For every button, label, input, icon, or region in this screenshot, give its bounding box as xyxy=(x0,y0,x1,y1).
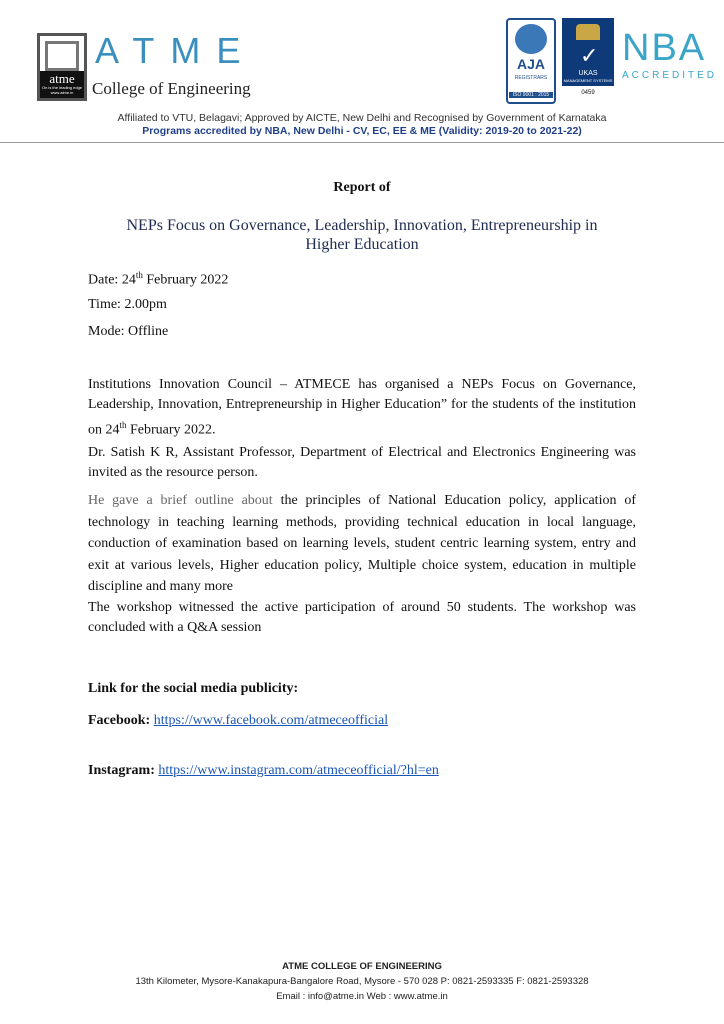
paragraph-intro-b: February 2022. xyxy=(126,422,216,438)
college-name: College of Engineering xyxy=(92,79,251,98)
paragraph-intro-a: Institutions Innovation Council – ATMECE has organised a NEPs Focus on Governance, Leadership, Innovation, Entrepreneurship in Higher Education” for the students of the institution on 24 xyxy=(88,377,636,438)
header-divider xyxy=(0,142,724,143)
paragraph-outline xyxy=(88,490,636,598)
event-date-sup: th xyxy=(135,270,143,280)
footer-address: 13th Kilometer, Mysore-Kanakapura-Bangalore Road, Mysore - 570 028 P: 0821-2593335 F: 0821-2593328 xyxy=(135,976,589,987)
logo-url: www.atme.in xyxy=(50,90,74,95)
footer-contact: Email : info@atme.in Web : www.atme.in xyxy=(276,991,448,1002)
brand-name: ATME xyxy=(95,30,257,71)
programs-accreditation-line: Programs accredited by NBA, New Delhi - CV, EC, EE & ME (Validity: 2019-20 to 2021-22) xyxy=(142,125,582,137)
footer-college-name: ATME COLLEGE OF ENGINEERING xyxy=(282,961,442,972)
paragraph-outline-lead: He gave a brief outline about xyxy=(88,493,281,508)
nba-accredited: ACCREDITED xyxy=(622,70,718,81)
logo-tagline: On is the leading edge xyxy=(41,85,83,90)
instagram-line xyxy=(88,763,439,779)
ukas-certification-logo xyxy=(562,18,614,104)
paragraph-intro-sup: th xyxy=(119,420,127,430)
event-time: Time: 2.00pm xyxy=(88,297,167,312)
affiliation-line: Affiliated to VTU, Belagavi; Approved by AICTE, New Delhi and Recognised by Government of Karnataka xyxy=(117,112,607,124)
logo-frame-icon xyxy=(45,41,79,71)
paragraph-conclusion: The workshop witnessed the active participation of around 50 students. The workshop was concluded with a Q&A session xyxy=(88,600,636,635)
logo-text: atme xyxy=(49,71,75,86)
ukas-badge xyxy=(562,18,614,86)
aja-sub: REGISTRARS xyxy=(514,75,548,81)
event-date-rest: February 2022 xyxy=(142,272,229,288)
instagram-link[interactable]: https://www.instagram.com/atmeceofficial/?hl=en xyxy=(158,763,439,778)
report-title-line2: Higher Education xyxy=(305,236,419,253)
facebook-link[interactable]: https://www.facebook.com/atmeceofficial xyxy=(153,713,389,728)
instagram-label: Instagram: xyxy=(88,763,155,778)
paragraph-intro xyxy=(88,375,636,441)
globe-icon xyxy=(515,24,547,54)
ukas-sub: MANAGEMENT SYSTEMS xyxy=(563,78,613,83)
aja-iso: ISO 9001 : 2015 xyxy=(509,92,553,98)
college-logo xyxy=(37,33,87,101)
report-title-line1: NEPs Focus on Governance, Leadership, Innovation, Entrepreneurship in xyxy=(126,217,598,234)
event-date-label: Date: 24 xyxy=(88,272,136,288)
crown-icon xyxy=(576,24,600,40)
ukas-number: 0459 xyxy=(581,90,595,96)
facebook-label: Facebook: xyxy=(88,713,151,728)
event-date xyxy=(88,270,228,289)
report-heading: Report of xyxy=(333,180,391,195)
event-mode: Mode: Offline xyxy=(88,324,169,339)
checkmark-icon: ✓ xyxy=(580,44,599,69)
ukas-label: UKAS xyxy=(578,70,598,77)
aja-certification-logo xyxy=(506,18,556,104)
social-heading: Link for the social media publicity: xyxy=(88,681,299,696)
aja-name: AJA xyxy=(516,56,545,72)
facebook-line xyxy=(88,713,388,729)
paragraph-outline-rest: the principles of National Education policy, application of technology in teaching learning methods, providing technical education in local language, conduction of examination based on learning levels, student centric learning system, entry and exit at various levels, Higher education policy, Multiple choice system, education in multiple discipline and many more xyxy=(88,493,636,594)
nba-logo: NBA xyxy=(622,27,707,69)
report-title xyxy=(100,216,624,254)
paragraph-resource-person: Dr. Satish K R, Assistant Professor, Department of Electrical and Electronics Engineering was invited as the resource person. xyxy=(88,445,636,480)
logo-band xyxy=(40,71,84,98)
